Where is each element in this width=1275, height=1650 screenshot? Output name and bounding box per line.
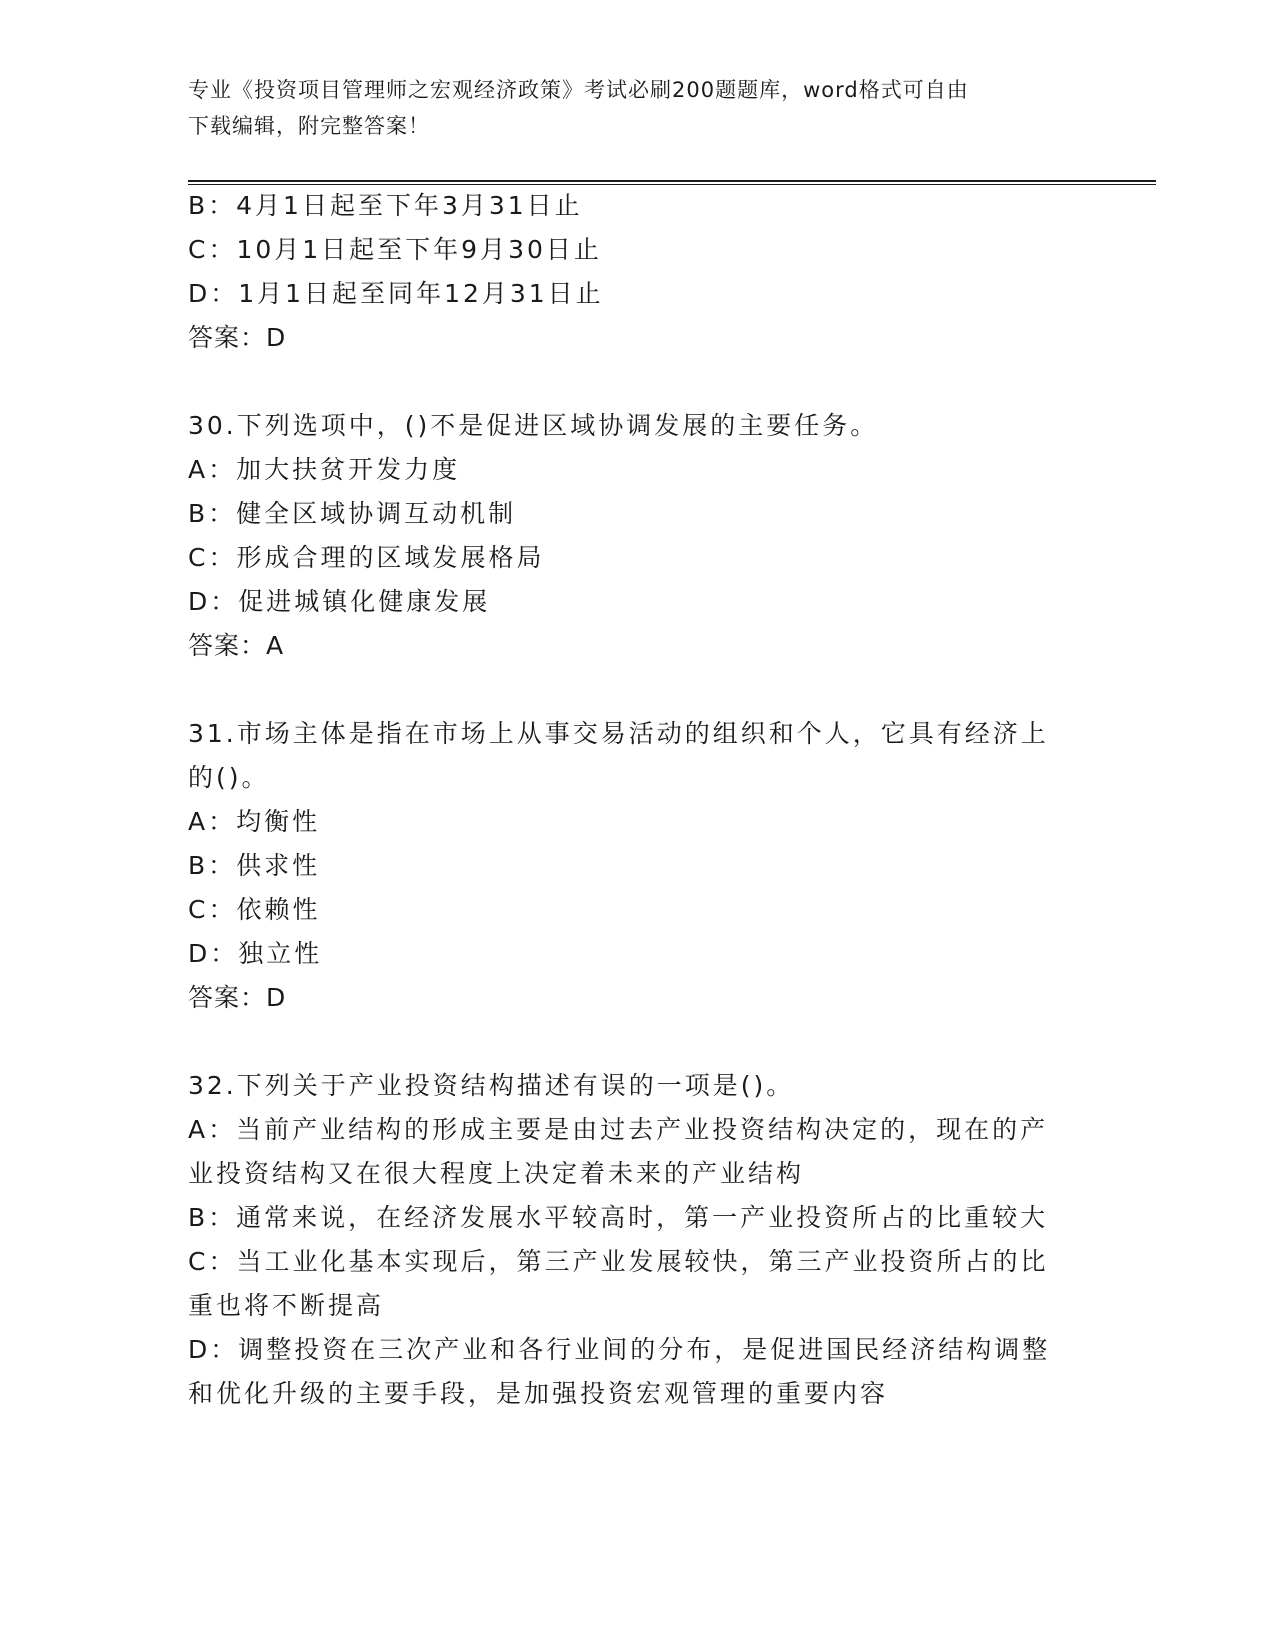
q31-stem-line-2: 的()。 — [188, 763, 270, 792]
q32-stem: 32.下列关于产业投资结构描述有误的一项是()。 — [188, 1071, 795, 1100]
q31-option-c: C：依赖性 — [188, 895, 321, 924]
q32-option-c-line-1: C：当工业化基本实现后，第三产业发展较快，第三产业投资所占的比 — [188, 1247, 1049, 1276]
prev-answer: 答案：D — [188, 323, 287, 352]
q32-option-b: B：通常来说，在经济发展水平较高时，第一产业投资所占的比重较大 — [188, 1203, 1049, 1232]
q30-answer: 答案：A — [188, 631, 285, 660]
q32-option-a-line-1: A：当前产业结构的形成主要是由过去产业投资结构决定的，现在的产 — [188, 1115, 1049, 1144]
q30-option-b: B：健全区域协调互动机制 — [188, 499, 517, 528]
q31-option-b: B：供求性 — [188, 851, 321, 880]
prev-option-d: D：1月1日起至同年12月31日止 — [188, 279, 604, 308]
q32-option-a-line-2: 业投资结构又在很大程度上决定着未来的产业结构 — [188, 1159, 805, 1188]
q30-option-a: A：加大扶贫开发力度 — [188, 455, 461, 484]
prev-option-c: C：10月1日起至下年9月30日止 — [188, 235, 602, 264]
q31-option-a: A：均衡性 — [188, 807, 321, 836]
q32-option-c-line-2: 重也将不断提高 — [188, 1291, 385, 1320]
q30-option-c: C：形成合理的区域发展格局 — [188, 543, 545, 572]
q31-stem-line-1: 31.市场主体是指在市场上从事交易活动的组织和个人，它具有经济上 — [188, 719, 1049, 748]
document-header — [188, 72, 1088, 144]
q30-option-d: D：促进城镇化健康发展 — [188, 587, 491, 616]
q32-option-d-line-2: 和优化升级的主要手段，是加强投资宏观管理的重要内容 — [188, 1379, 889, 1408]
header-line-1: 专业《投资项目管理师之宏观经济政策》考试必刷200题题库，word格式可自由 — [188, 78, 969, 102]
header-line-2: 下载编辑，附完整答案！ — [188, 114, 430, 138]
q30-stem: 30.下列选项中，()不是促进区域协调发展的主要任务。 — [188, 411, 879, 440]
q32-option-d-line-1: D：调整投资在三次产业和各行业间的分布，是促进国民经济结构调整 — [188, 1335, 1051, 1364]
q31-answer: 答案：D — [188, 983, 287, 1012]
q31-option-d: D：独立性 — [188, 939, 323, 968]
prev-option-b: B：4月1日起至下年3月31日止 — [188, 191, 583, 220]
